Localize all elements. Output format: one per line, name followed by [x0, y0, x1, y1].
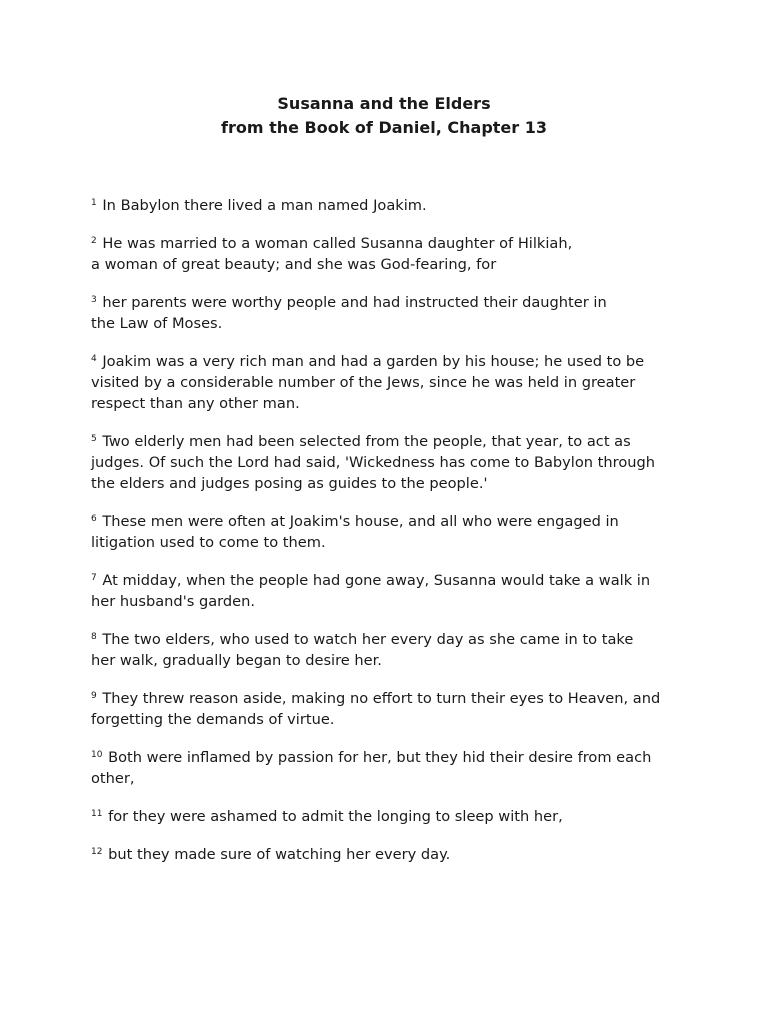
verse-line [91, 591, 691, 612]
verse-11 [91, 806, 691, 827]
verse-line [91, 292, 691, 313]
verse-line [91, 473, 691, 494]
verse-line [91, 372, 691, 393]
verse-7 [91, 570, 691, 612]
verse-number: 2 [91, 236, 97, 246]
verse-line [91, 806, 691, 827]
verse-number: 7 [91, 573, 97, 583]
title-line-2: from the Book of Daniel, Chapter 13 [220, 118, 547, 137]
verse-text: These men were often at Joakim's house, and all who were engaged in [102, 513, 619, 530]
verse-line [91, 452, 691, 473]
verse-line [91, 570, 691, 591]
verse-line [91, 688, 691, 709]
document-title [0, 92, 768, 140]
verse-list [91, 195, 691, 882]
verse-text: In Babylon there lived a man named Joakim. [102, 197, 427, 214]
verse-line [91, 254, 691, 275]
verse-number: 12 [91, 847, 103, 857]
verse-line [91, 650, 691, 671]
verse-text: At midday, when the people had gone away, Susanna would take a walk in [102, 572, 651, 589]
verse-text: forgetting the demands of virtue. [91, 711, 335, 728]
verse-5 [91, 431, 691, 494]
verse-number: 1 [91, 198, 97, 208]
verse-line [91, 393, 691, 414]
verse-line [91, 532, 691, 553]
verse-number: 8 [91, 632, 97, 642]
verse-text: a woman of great beauty; and she was God-fearing, for [91, 256, 497, 273]
verse-text: The two elders, who used to watch her every day as she came in to take [102, 631, 634, 648]
verse-number: 6 [91, 514, 97, 524]
verse-text: the Law of Moses. [91, 315, 223, 332]
verse-line [91, 511, 691, 532]
verse-number: 3 [91, 295, 97, 305]
verse-text: respect than any other man. [91, 395, 300, 412]
verse-10 [91, 747, 691, 789]
verse-text: judges. Of such the Lord had said, 'Wickedness has come to Babylon through [91, 454, 656, 471]
verse-line [91, 195, 691, 216]
verse-4 [91, 351, 691, 414]
verse-12 [91, 844, 691, 865]
verse-line [91, 768, 691, 789]
verse-8 [91, 629, 691, 671]
verse-line [91, 351, 691, 372]
verse-text: visited by a considerable number of the Jews, since he was held in greater [91, 374, 636, 391]
verse-6 [91, 511, 691, 553]
verse-text: for they were ashamed to admit the longing to sleep with her, [108, 808, 563, 825]
verse-line [91, 233, 691, 254]
verse-line [91, 629, 691, 650]
verse-line [91, 844, 691, 865]
verse-text: Two elderly men had been selected from the people, that year, to act as [102, 433, 631, 450]
verse-number: 4 [91, 354, 97, 364]
verse-number: 9 [91, 691, 97, 701]
verse-text: but they made sure of watching her every day. [108, 846, 451, 863]
verse-line [91, 747, 691, 768]
verse-1 [91, 195, 691, 216]
verse-text: her walk, gradually began to desire her. [91, 652, 382, 669]
verse-text: Both were inflamed by passion for her, but they hid their desire from each [108, 749, 652, 766]
verse-text: They threw reason aside, making no effort to turn their eyes to Heaven, and [102, 690, 661, 707]
verse-text: litigation used to come to them. [91, 534, 326, 551]
verse-text: the elders and judges posing as guides to the people.' [91, 475, 488, 492]
verse-number: 11 [91, 809, 103, 819]
verse-text: He was married to a woman called Susanna daughter of Hilkiah, [102, 235, 573, 252]
verse-number: 5 [91, 434, 97, 444]
verse-2 [91, 233, 691, 275]
verse-line [91, 431, 691, 452]
verse-text: her husband's garden. [91, 593, 256, 610]
verse-9 [91, 688, 691, 730]
title-line-1: Susanna and the Elders [277, 94, 491, 113]
verse-line [91, 709, 691, 730]
verse-number: 10 [91, 750, 103, 760]
verse-text: other, [91, 770, 135, 787]
verse-text: her parents were worthy people and had instructed their daughter in [102, 294, 607, 311]
verse-3 [91, 292, 691, 334]
verse-line [91, 313, 691, 334]
verse-text: Joakim was a very rich man and had a garden by his house; he used to be [102, 353, 645, 370]
